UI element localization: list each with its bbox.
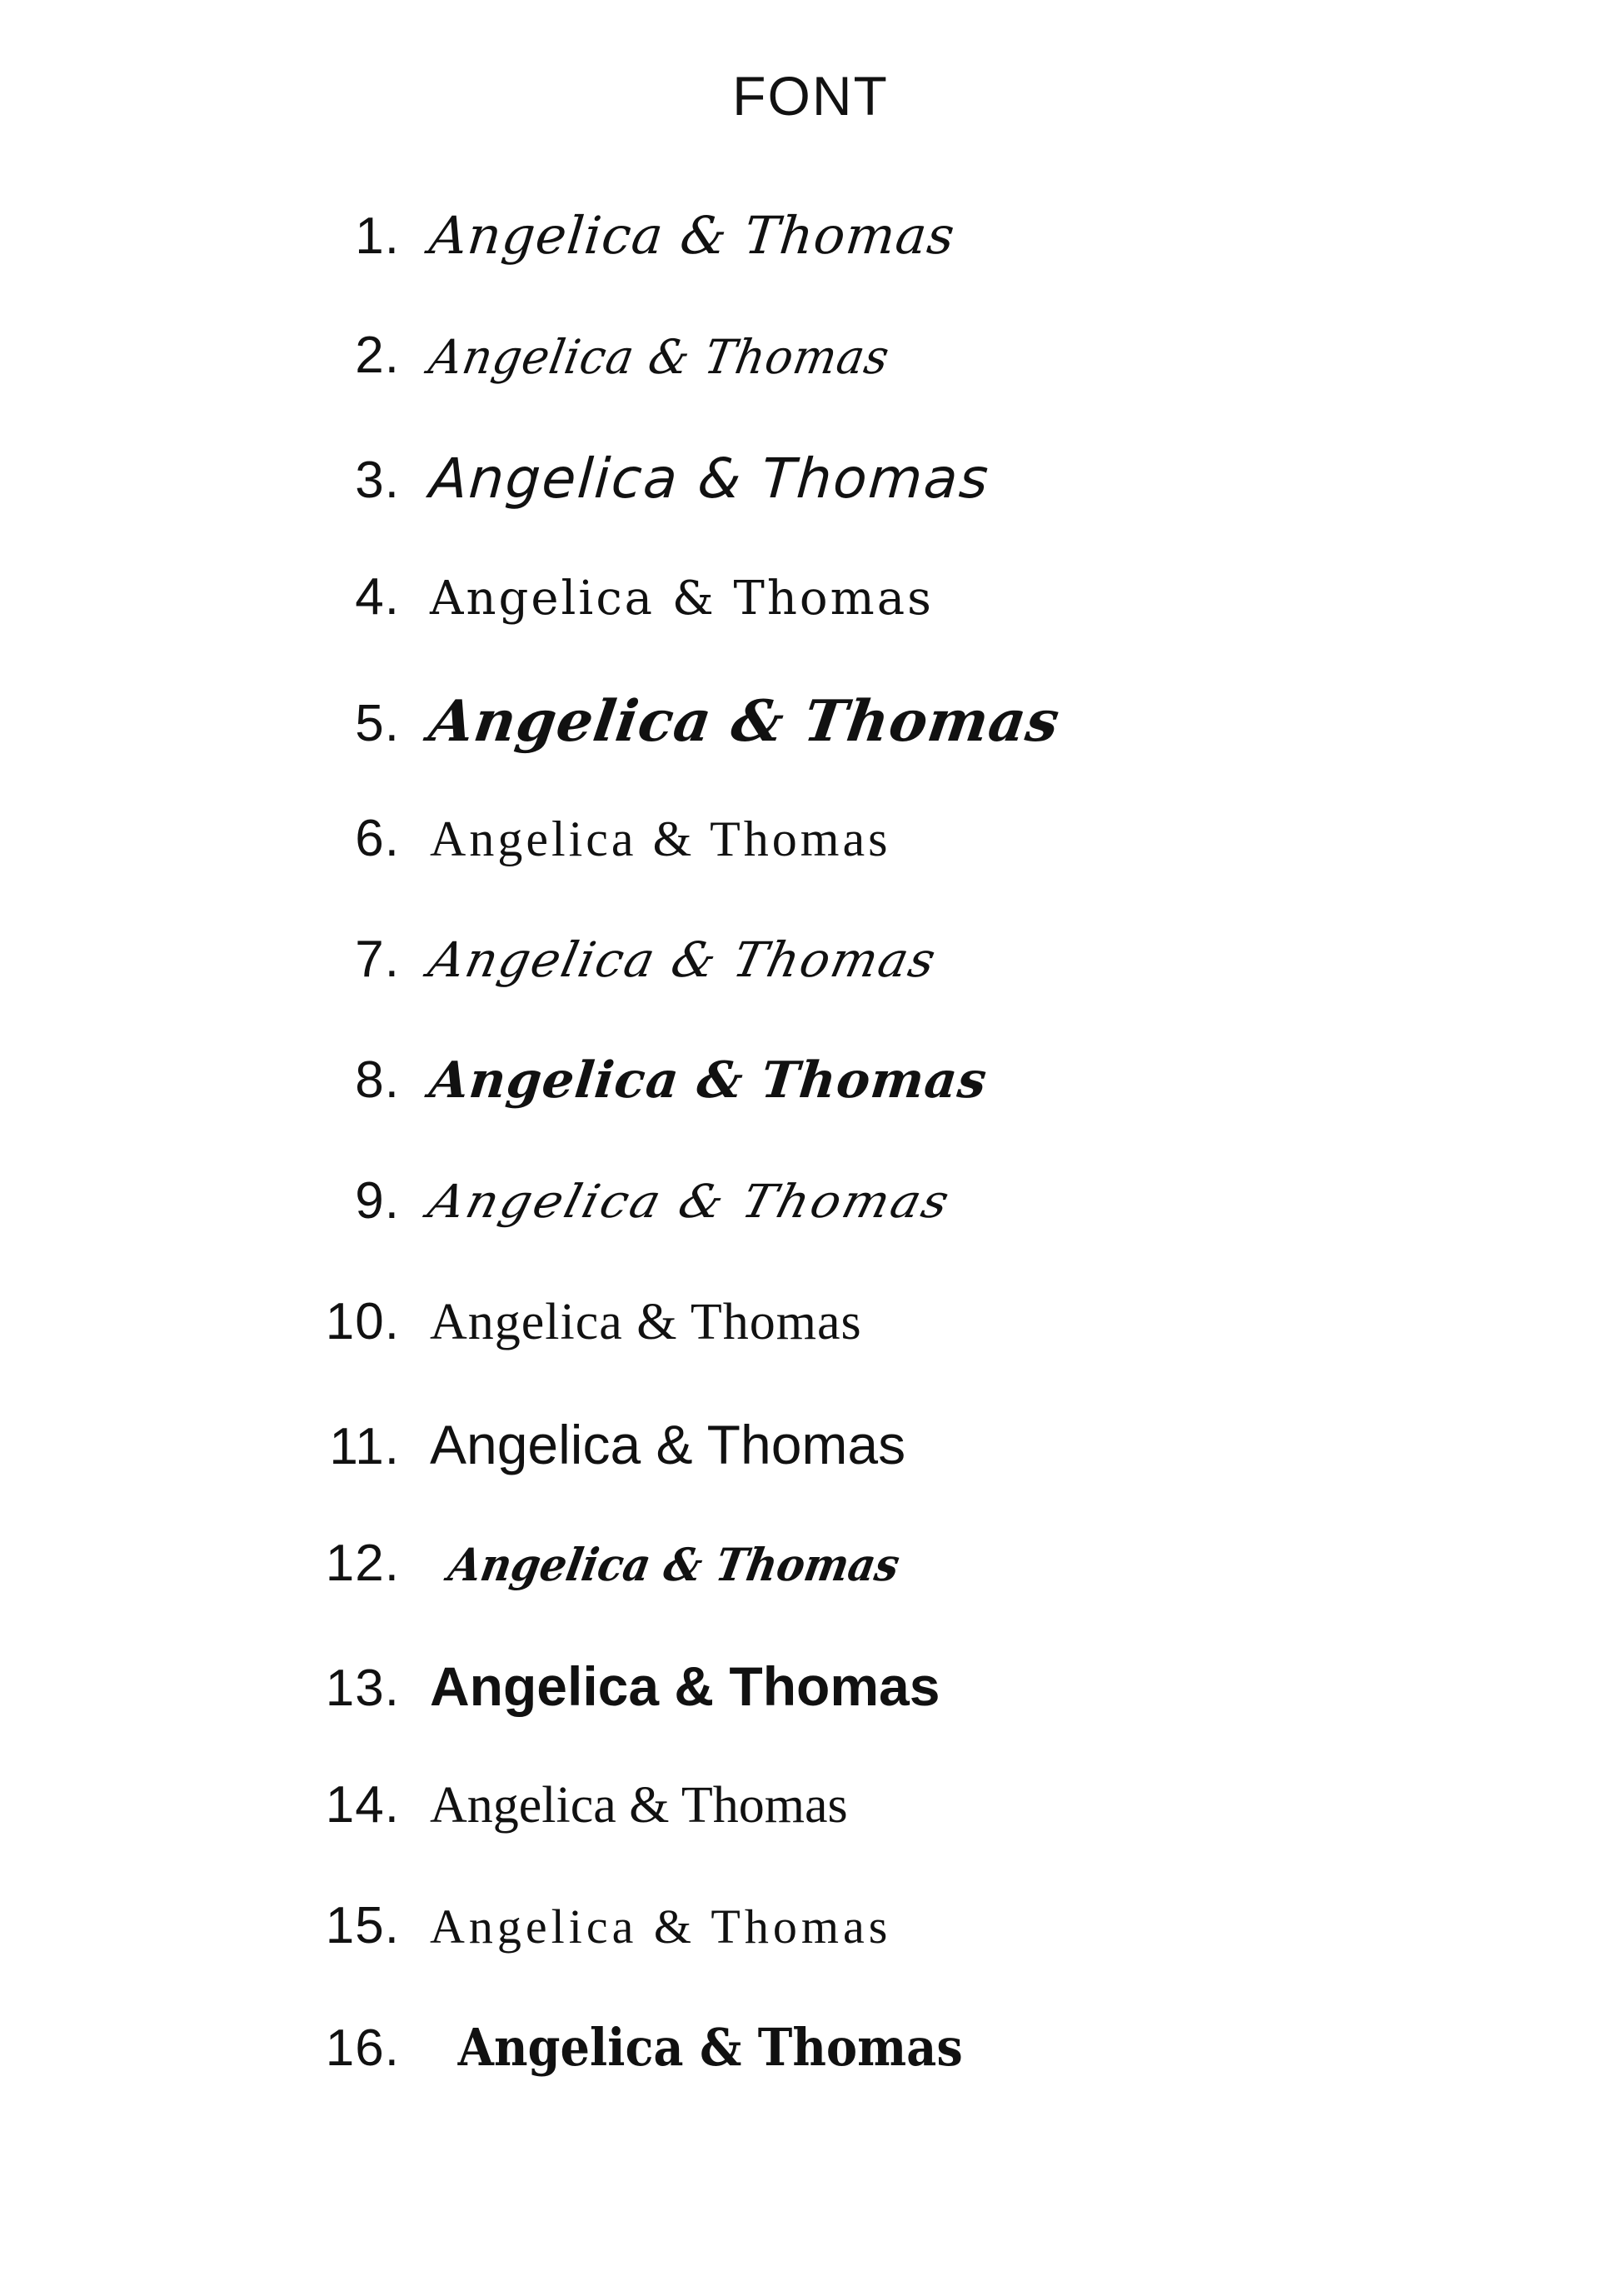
font-sample-text: Angelica & Thomas <box>425 688 1065 755</box>
list-item <box>0 1775 1621 1896</box>
list-item-number: 15. <box>325 1897 400 1954</box>
font-sample-text: Angelica & Thomas <box>426 1051 990 1110</box>
list-item-number: 16. <box>325 2019 400 2077</box>
list-item <box>0 2017 1621 2138</box>
font-sample-text: Angelica & Thomas <box>430 572 934 626</box>
list-item <box>0 1534 1621 1655</box>
list-item <box>0 1655 1621 1775</box>
list-item <box>0 930 1621 1051</box>
list-item-number: 7. <box>355 931 400 988</box>
font-sample-text: Angelica & Thomas <box>430 1294 862 1350</box>
list-item-number: 1. <box>355 207 400 265</box>
list-item-number: 14. <box>325 1776 400 1834</box>
font-sample-text: Angelica & Thomas <box>430 811 891 866</box>
list-item-number: 11. <box>329 1418 400 1475</box>
list-item-number: 4. <box>355 568 400 626</box>
list-item <box>0 205 1621 326</box>
font-sample-text: Angelica & Thomas <box>427 447 992 511</box>
list-item <box>0 1292 1621 1413</box>
list-item <box>0 447 1621 567</box>
list-item-number: 13. <box>325 1660 400 1717</box>
font-sample-text: Angelica & Thomas <box>430 1414 906 1475</box>
font-sample-text: Angelica & Thomas <box>422 1174 957 1229</box>
font-sample-text: Angelica & Thomas <box>426 205 959 266</box>
list-item-number: 6. <box>355 810 400 867</box>
list-item <box>0 688 1621 809</box>
list-item-number: 12. <box>325 1535 400 1592</box>
font-sample-text: Angelica & Thomas <box>444 1538 904 1591</box>
list-item <box>0 1896 1621 2017</box>
font-sample-text: Angelica & Thomas <box>425 329 894 385</box>
list-item-number: 8. <box>355 1051 400 1109</box>
list-item <box>0 567 1621 688</box>
list-item <box>0 1051 1621 1171</box>
list-item-number: 3. <box>355 452 400 509</box>
font-sample-text: Angelica & Thomas <box>457 2017 963 2078</box>
font-sample-text: Angelica & Thomas <box>423 931 942 988</box>
list-item <box>0 1413 1621 1534</box>
list-item <box>0 809 1621 930</box>
list-item <box>0 326 1621 447</box>
list-item <box>0 1171 1621 1292</box>
list-item-number: 5. <box>355 695 400 752</box>
list-item-number: 9. <box>355 1172 400 1230</box>
list-item-number: 2. <box>355 327 400 384</box>
font-sample-text: Angelica & Thomas <box>430 1655 940 1717</box>
font-sample-list <box>0 205 1621 2138</box>
page-title: FONT <box>732 65 889 127</box>
font-sample-text: Angelica & Thomas <box>430 1899 892 1954</box>
font-sample-text: Angelica & Thomas <box>430 1777 848 1834</box>
list-item-number: 10. <box>325 1293 400 1350</box>
